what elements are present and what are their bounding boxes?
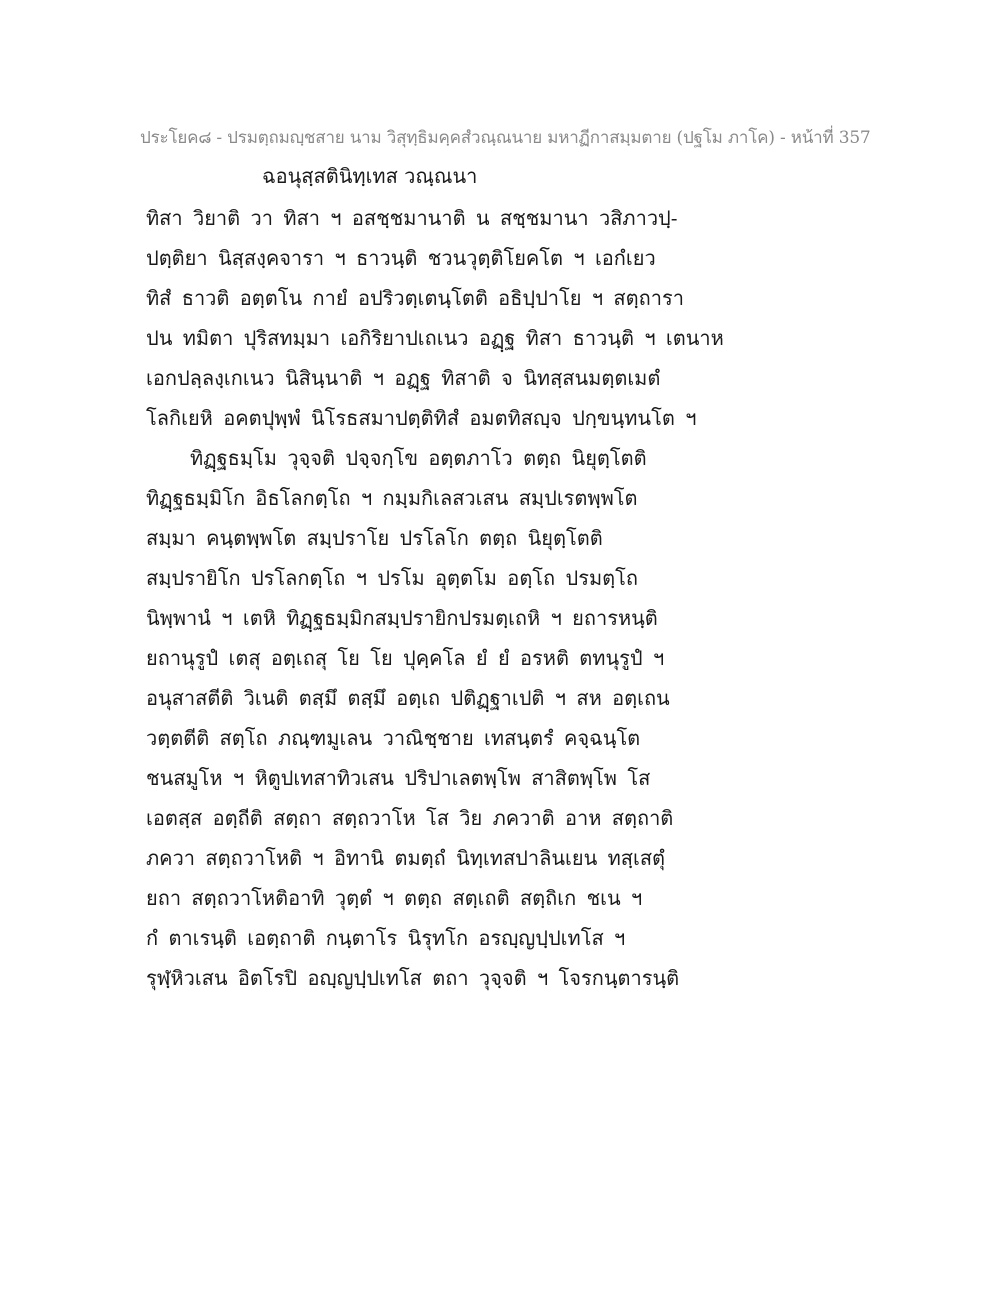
- text-line: ทิสา วิยาติ วา ทิสา ฯ อสชฺชมานาติ น สชฺชมานา วสิภาวปฺ-: [146, 206, 678, 230]
- text-line: ภควา สตฺถวาโหติ ฯ อิทานิ ตมตฺถํ นิทฺเทสปาลินเยน ทสฺเสตุํ: [146, 846, 666, 870]
- body-text: [146, 198, 724, 998]
- text-line: ปตฺติยา นิสฺสงฺคจารา ฯ ธาวนฺติ ชวนวุตฺติโยคโต ฯ เอกํเยว: [146, 246, 656, 270]
- text-line: ทิสํ ธาวติ อตฺตโน กายํ อปริวตฺเตนฺโตติ อธิปฺปาโย ฯ สตฺถารา: [146, 286, 684, 310]
- text-line: ชนสมูโห ฯ หิตูปเทสาทิวเสน ปริปาเลตพฺโพ สาสิตพฺโพ โส: [146, 766, 651, 790]
- text-line: ยถานุรูปํ เตสุ อตฺเถสุ โย โย ปุคฺคโล ยํ ยํ อรหติ ตทนุรูปํ ฯ: [146, 646, 665, 670]
- text-line: เอกปลฺลงฺเกเนว นิสินฺนาติ ฯ อฏฺฐ ทิสาติ จ นิทสฺสนมตฺตเมตํ: [146, 366, 661, 390]
- text-line: ปน ทมิตา ปุริสทมฺมา เอกิริยาปเถเนว อฏฺฐ ทิสา ธาวนฺติ ฯ เตนาห: [146, 326, 724, 350]
- text-line: วตฺตตีติ สตฺโถ ภณฺฑมูเลน วาณิชฺชาย เทสนฺตรํ คจฺฉนฺโต: [146, 726, 641, 750]
- text-line: สมฺมา คนฺตพฺพโต สมฺปราโย ปรโลโก ตตฺถ นิยุตฺโตติ: [146, 526, 603, 550]
- running-header: ประโยค๘ - ปรมตฺถมญฺชสาย นาม วิสุทฺธิมคฺคสํวณฺณนาย มหาฏีกาสมฺมตาย (ปฐโม ภาโค) - หน้าที่ 357: [140, 128, 871, 148]
- text-line: นิพฺพานํ ฯ เตหิ ทิฏฺฐธมฺมิกสมฺปรายิกปรมตฺเถหิ ฯ ยถารหนฺติ: [146, 606, 658, 630]
- text-line: โลกิเยหิ อคตปุพฺพํ นิโรธสมาปตฺติทิสํ อมตทิสญฺจ ปกฺขนฺทนโต ฯ: [146, 406, 697, 430]
- text-line: ยถา สตฺถวาโหติอาทิ วุตฺตํ ฯ ตตฺถ สตฺเถติ สตฺถิเก ชเน ฯ: [146, 886, 643, 910]
- text-line: ทิฏฺฐธมฺมิโก อิธโลกตฺโถ ฯ กมฺมกิเลสวเสน สมฺปเรตพฺพโต: [146, 486, 638, 510]
- section-title: ฉอนุสฺสตินิทฺเทส วณฺณนา: [262, 164, 478, 188]
- text-line: อนุสาสตีติ วิเนติ ตสฺมึ ตสฺมึ อตฺเถ ปติฏฺฐาเปติ ฯ สห อตฺเถน: [146, 686, 670, 710]
- text-line: สมฺปรายิโก ปรโลกตฺโถ ฯ ปรโม อุตฺตโม อตฺโถ ปรมตฺโถ: [146, 566, 638, 590]
- text-line: เอตสฺส อตฺถีติ สตฺถา สตฺถวาโห โส วิย ภควาติ อาห สตฺถาติ: [146, 806, 674, 830]
- text-line: กํ ตาเรนฺติ เอตฺถาติ กนฺตาโร นิรุทโก อรญฺญปฺปเทโส ฯ: [146, 926, 626, 950]
- text-line: รุฬฺหิวเสน อิตโรปิ อญฺญปฺปเทโส ตถา วุจฺจติ ฯ โจรกนฺตารนฺติ: [146, 966, 680, 990]
- paragraph-start-line: ทิฏฺฐธมฺโม วุจฺจติ ปจฺจกฺโข อตฺตภาโว ตตฺถ นิยุตฺโตติ: [190, 446, 647, 470]
